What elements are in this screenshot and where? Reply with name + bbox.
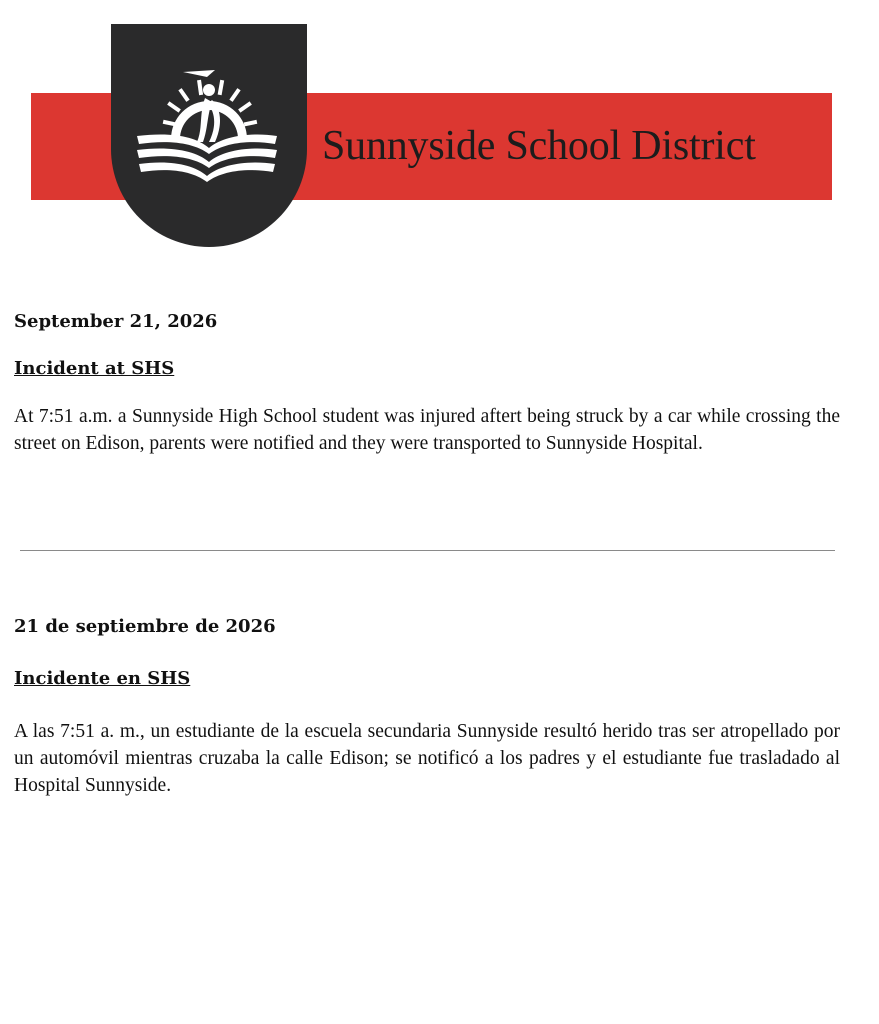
spanish-notice [14,616,840,638]
notice-date-es: 21 de septiembre de 2026 [14,616,276,637]
spanish-headline-wrap [14,668,840,690]
notice-headline-es: Incidente en SHS [14,668,191,689]
notice-body-es: A las 7:51 a. m., un estudiante de la escuela secundaria Sunnyside resultó herido tras ser atropellado por un automóvil mientras cruzaba la calle Edison; se notificó a los padres y el estudiante fue trasladado al Hospital Sunnyside. [14,721,840,796]
english-notice [14,311,840,333]
shield-background [111,24,307,247]
section-divider [20,550,835,551]
district-name: Sunnyside School District [322,123,756,169]
notice-headline: Incident at SHS [14,358,175,379]
district-logo-shield [111,24,307,250]
english-headline-wrap [14,358,840,380]
notice-date: September 21, 2026 [14,311,218,332]
notice-body: At 7:51 a.m. a Sunnyside High School student was injured aftert being struck by a car while crossing the street on Edison, parents were notified and they were transported to Sunnyside Hospital. [14,406,840,454]
spanish-body-wrap [14,718,840,799]
english-body-wrap [14,403,840,457]
